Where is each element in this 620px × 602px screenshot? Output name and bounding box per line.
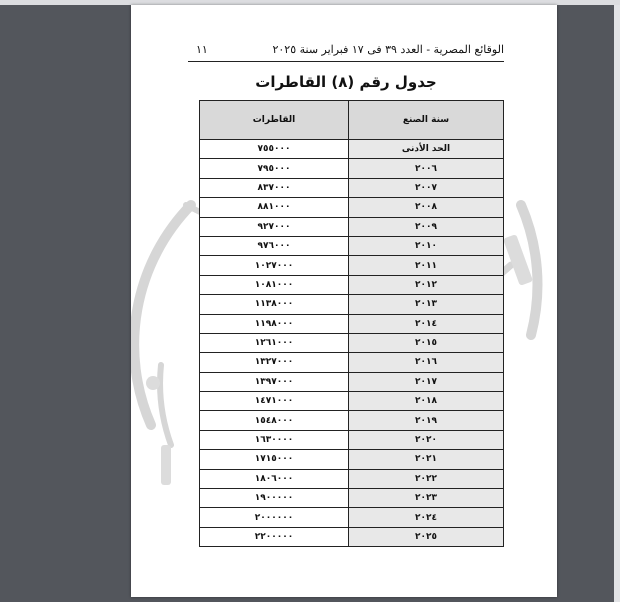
cell-year: ٢٠١٧ [349,372,504,391]
cell-year: ٢٠٢٠ [349,430,504,449]
locomotives-table [199,100,504,547]
table-row [200,295,504,314]
cell-locomotive-value: ١٨٠٦٠٠٠ [200,469,349,488]
table-row [200,430,504,449]
cell-year: ٢٠٢٣ [349,489,504,508]
cell-year: ٢٠٠٦ [349,159,504,178]
table-row [200,469,504,488]
cell-year: ٢٠١٢ [349,275,504,294]
table-row [200,314,504,333]
table-row [200,275,504,294]
page-number: ١١ [196,43,208,56]
table-row [200,411,504,430]
table-row [200,140,504,159]
cell-locomotive-value: ١٢٦١٠٠٠ [200,333,349,352]
cell-year: ٢٠٢١ [349,450,504,469]
cell-locomotive-value: ١٥٤٨٠٠٠ [200,411,349,430]
table-row [200,353,504,372]
cell-locomotive-value: ١٠٨١٠٠٠ [200,275,349,294]
cell-year: ٢٠١٥ [349,333,504,352]
table-row [200,450,504,469]
cell-locomotive-value: ١٤٧١٠٠٠ [200,392,349,411]
cell-year: ٢٠٠٨ [349,198,504,217]
page-header [188,41,504,62]
document-page [131,5,557,597]
cell-year: ٢٠١١ [349,256,504,275]
table-header-row [200,101,504,140]
cell-year: ٢٠٢٥ [349,527,504,546]
cell-locomotive-value: ٨٨١٠٠٠ [200,198,349,217]
table-row [200,236,504,255]
cell-locomotive-value: ١١٩٨٠٠٠ [200,314,349,333]
cell-locomotive-value: ١٧١٥٠٠٠ [200,450,349,469]
cell-locomotive-value: ٩٢٧٠٠٠ [200,217,349,236]
cell-year: ٢٠١٣ [349,295,504,314]
table-row [200,333,504,352]
cell-locomotive-value: ٢٢٠٠٠٠٠ [200,527,349,546]
table-row [200,198,504,217]
cell-locomotive-value: ٩٧٦٠٠٠ [200,236,349,255]
table-row [200,527,504,546]
cell-locomotive-value: ٢٠٠٠٠٠٠ [200,508,349,527]
cell-year: ٢٠١٠ [349,236,504,255]
viewer-scrollbar[interactable] [614,5,620,602]
cell-year: ٢٠٠٧ [349,178,504,197]
cell-year: ٢٠٠٩ [349,217,504,236]
table-row [200,178,504,197]
table-row [200,256,504,275]
column-header-locomotives: القاطرات [200,101,349,140]
cell-year: الحد الأدنى [349,140,504,159]
cell-year: ٢٠١٤ [349,314,504,333]
table-title: جدول رقم (٨) القاطرات [255,73,437,91]
cell-locomotive-value: ٨٣٧٠٠٠ [200,178,349,197]
cell-locomotive-value: ١٣٢٧٠٠٠ [200,353,349,372]
table-row [200,508,504,527]
cell-locomotive-value: ١٦٣٠٠٠٠ [200,430,349,449]
table-row [200,217,504,236]
cell-year: ٢٠١٩ [349,411,504,430]
table-row [200,372,504,391]
cell-locomotive-value: ٧٩٥٠٠٠ [200,159,349,178]
cell-year: ٢٠٢٤ [349,508,504,527]
column-header-year: سنة الصنع [349,101,504,140]
gazette-title: الوقائع المصرية - العدد ٣٩ فى ١٧ فبراير سنة ٢٠٢٥ [272,43,504,56]
cell-locomotive-value: ١٠٢٧٠٠٠ [200,256,349,275]
table-row [200,489,504,508]
cell-locomotive-value: ٧٥٥٠٠٠ [200,140,349,159]
cell-locomotive-value: ١١٣٨٠٠٠ [200,295,349,314]
cell-locomotive-value: ١٣٩٧٠٠٠ [200,372,349,391]
table-row [200,159,504,178]
cell-year: ٢٠١٨ [349,392,504,411]
cell-year: ٢٠١٦ [349,353,504,372]
cell-locomotive-value: ١٩٠٠٠٠٠ [200,489,349,508]
table-row [200,392,504,411]
cell-year: ٢٠٢٢ [349,469,504,488]
